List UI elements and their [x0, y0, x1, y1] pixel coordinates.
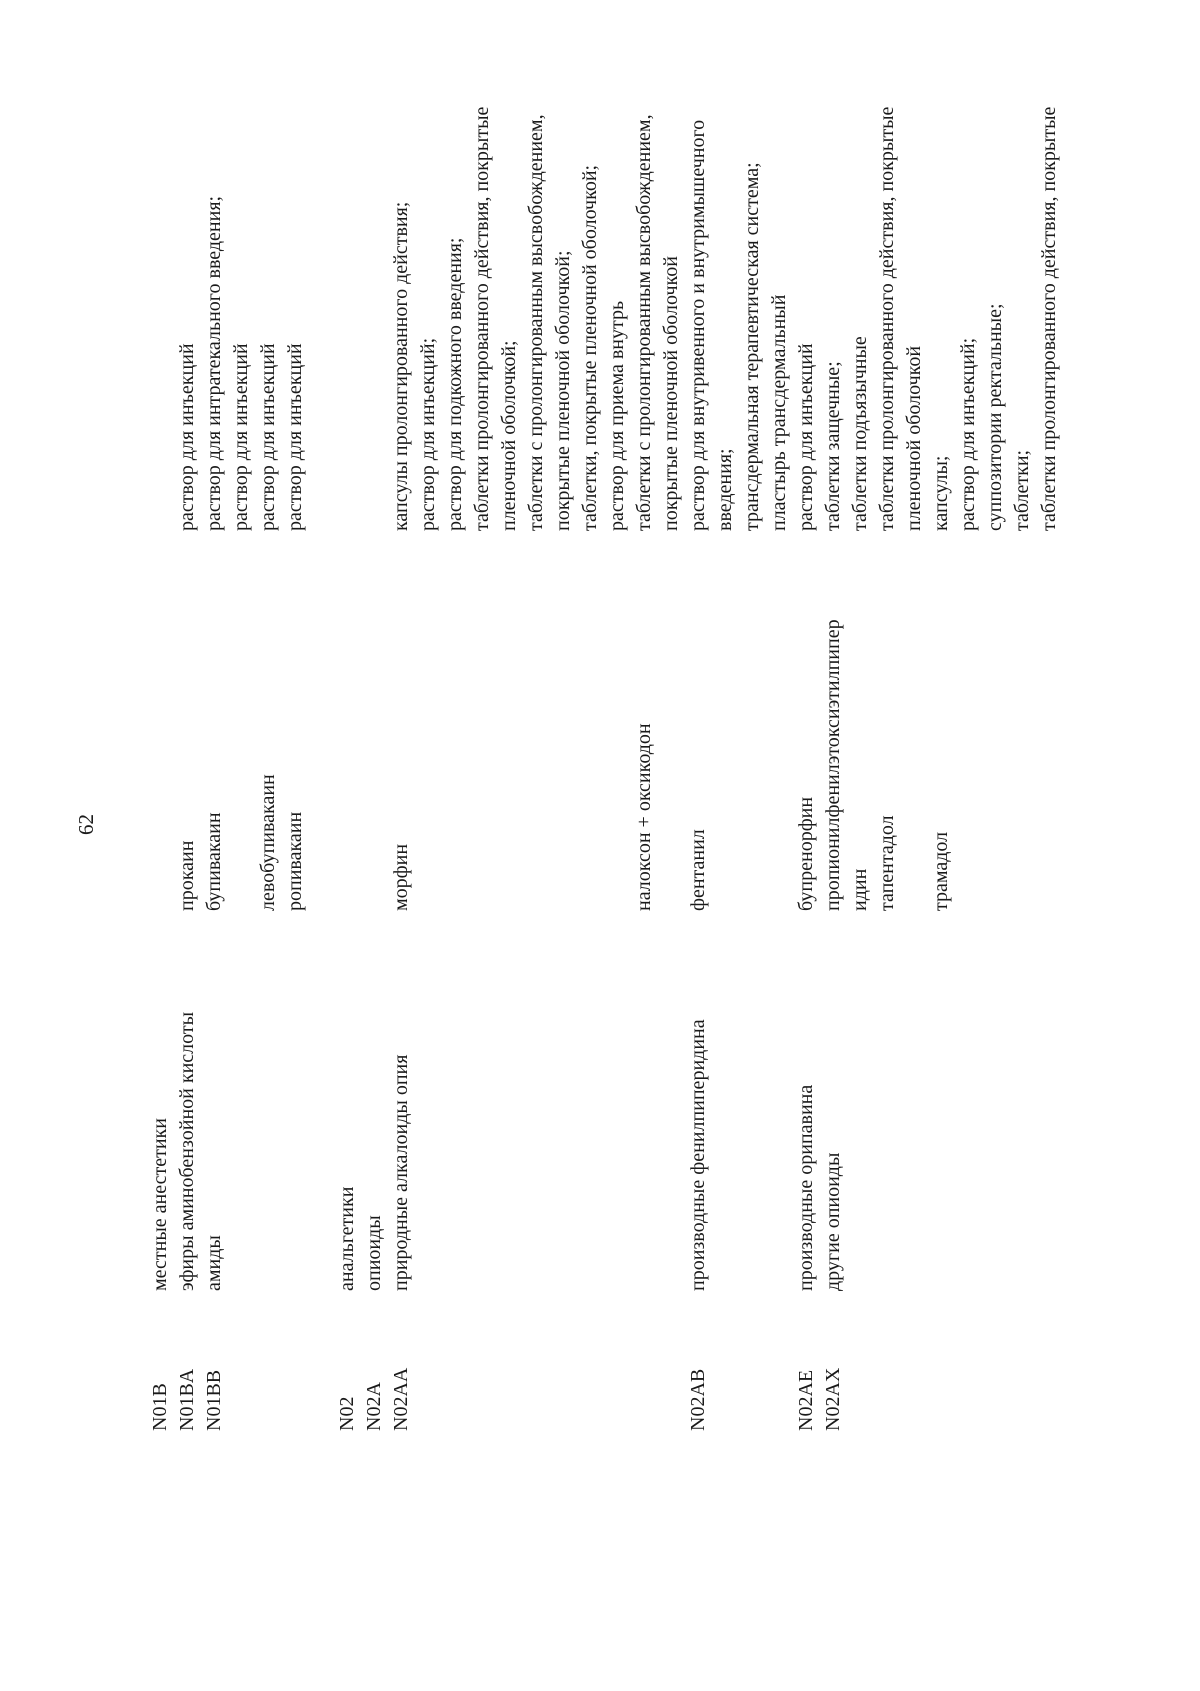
dosage-form: раствор для инъекций;	[417, 337, 439, 531]
drug-name: прокаин	[176, 840, 198, 911]
dosage-form: пленочной оболочкой	[903, 345, 925, 531]
atc-code: N02AX	[822, 1367, 844, 1431]
dosage-form: таблетки с пролонгированным высвобождением,	[633, 114, 655, 531]
dosage-form: таблетки с пролонгированным высвобождением,	[525, 114, 547, 531]
atc-code: N01BA	[176, 1368, 198, 1431]
dosage-form: таблетки пролонгированного действия, покрытые	[1038, 106, 1060, 531]
atc-code: N02A	[363, 1382, 385, 1431]
atc-code: N01BB	[203, 1369, 225, 1431]
atc-code: N02AE	[795, 1369, 817, 1431]
drug-name: фентанил	[687, 829, 709, 911]
dosage-form: раствор для инъекций	[230, 343, 252, 531]
dosage-form: раствор для инъекций	[795, 343, 817, 531]
atc-code: N01B	[149, 1383, 171, 1431]
dosage-form: трансдермальная терапевтическая система;	[741, 162, 763, 531]
dosage-form: суппозитории ректальные;	[984, 303, 1006, 531]
dosage-form: раствор для инъекций	[284, 343, 306, 531]
drug-name: ропивакаин	[284, 811, 306, 911]
page-number: 62	[74, 814, 98, 835]
atc-group-name: природные алкалоиды опия	[390, 1054, 412, 1291]
drug-name: бупивакаин	[203, 812, 225, 911]
dosage-form: капсулы;	[930, 455, 952, 531]
dosage-form: раствор для инъекций	[257, 343, 279, 531]
drug-name: тапентадол	[876, 815, 898, 911]
drug-name: морфин	[390, 843, 412, 911]
dosage-form: таблетки защечные;	[822, 361, 844, 531]
dosage-form: пластырь трансдермальный	[768, 294, 790, 531]
dosage-form: раствор для инъекций;	[957, 337, 979, 531]
dosage-form: таблетки пролонгированного действия, покрытые	[876, 106, 898, 531]
dosage-form: введения;	[714, 448, 736, 531]
atc-group-name: эфиры аминобензойной кислоты	[176, 1011, 198, 1291]
atc-group-name: другие опиоиды	[822, 1152, 844, 1291]
drug-name: пропионилфенилэтоксиэтилпипер	[822, 619, 844, 911]
dosage-form: раствор для внутривенного и внутримышечного	[687, 119, 709, 531]
dosage-form: пленочной оболочкой;	[498, 340, 520, 531]
atc-group-name: опиоиды	[363, 1215, 385, 1291]
dosage-form: раствор для интратекального введения;	[203, 195, 225, 531]
dosage-form: таблетки пролонгированного действия, покрытые	[471, 106, 493, 531]
dosage-form: капсулы пролонгированного действия;	[390, 201, 412, 531]
drug-name: идин	[849, 868, 871, 911]
drug-name: левобупивакаин	[257, 774, 279, 911]
atc-group-name: производные орипавина	[795, 1084, 817, 1291]
atc-group-name: местные анестетики	[149, 1118, 171, 1291]
dosage-form: покрытые пленочной оболочкой;	[552, 250, 574, 531]
atc-code: N02	[336, 1396, 358, 1431]
atc-group-name: амиды	[203, 1235, 225, 1291]
atc-code: N02AB	[687, 1368, 709, 1431]
drug-name: налоксон + оксикодон	[633, 723, 655, 911]
dosage-form: раствор для подкожного введения;	[444, 237, 466, 531]
dosage-form: покрытые пленочной оболочкой	[660, 256, 682, 531]
dosage-form: раствор для инъекций	[176, 343, 198, 531]
dosage-form: таблетки подъязычные	[849, 336, 871, 531]
dosage-form: таблетки;	[1011, 449, 1033, 531]
drug-name: бупренорфин	[795, 796, 817, 911]
atc-code: N02AA	[390, 1367, 412, 1431]
dosage-form: таблетки, покрытые пленочной оболочкой;	[579, 164, 601, 531]
drug-name: трамадол	[930, 831, 952, 911]
atc-group-name: производные фенилпиперидина	[687, 1019, 709, 1291]
atc-group-name: анальгетики	[336, 1186, 358, 1291]
dosage-form: раствор для приема внутрь	[606, 300, 628, 531]
